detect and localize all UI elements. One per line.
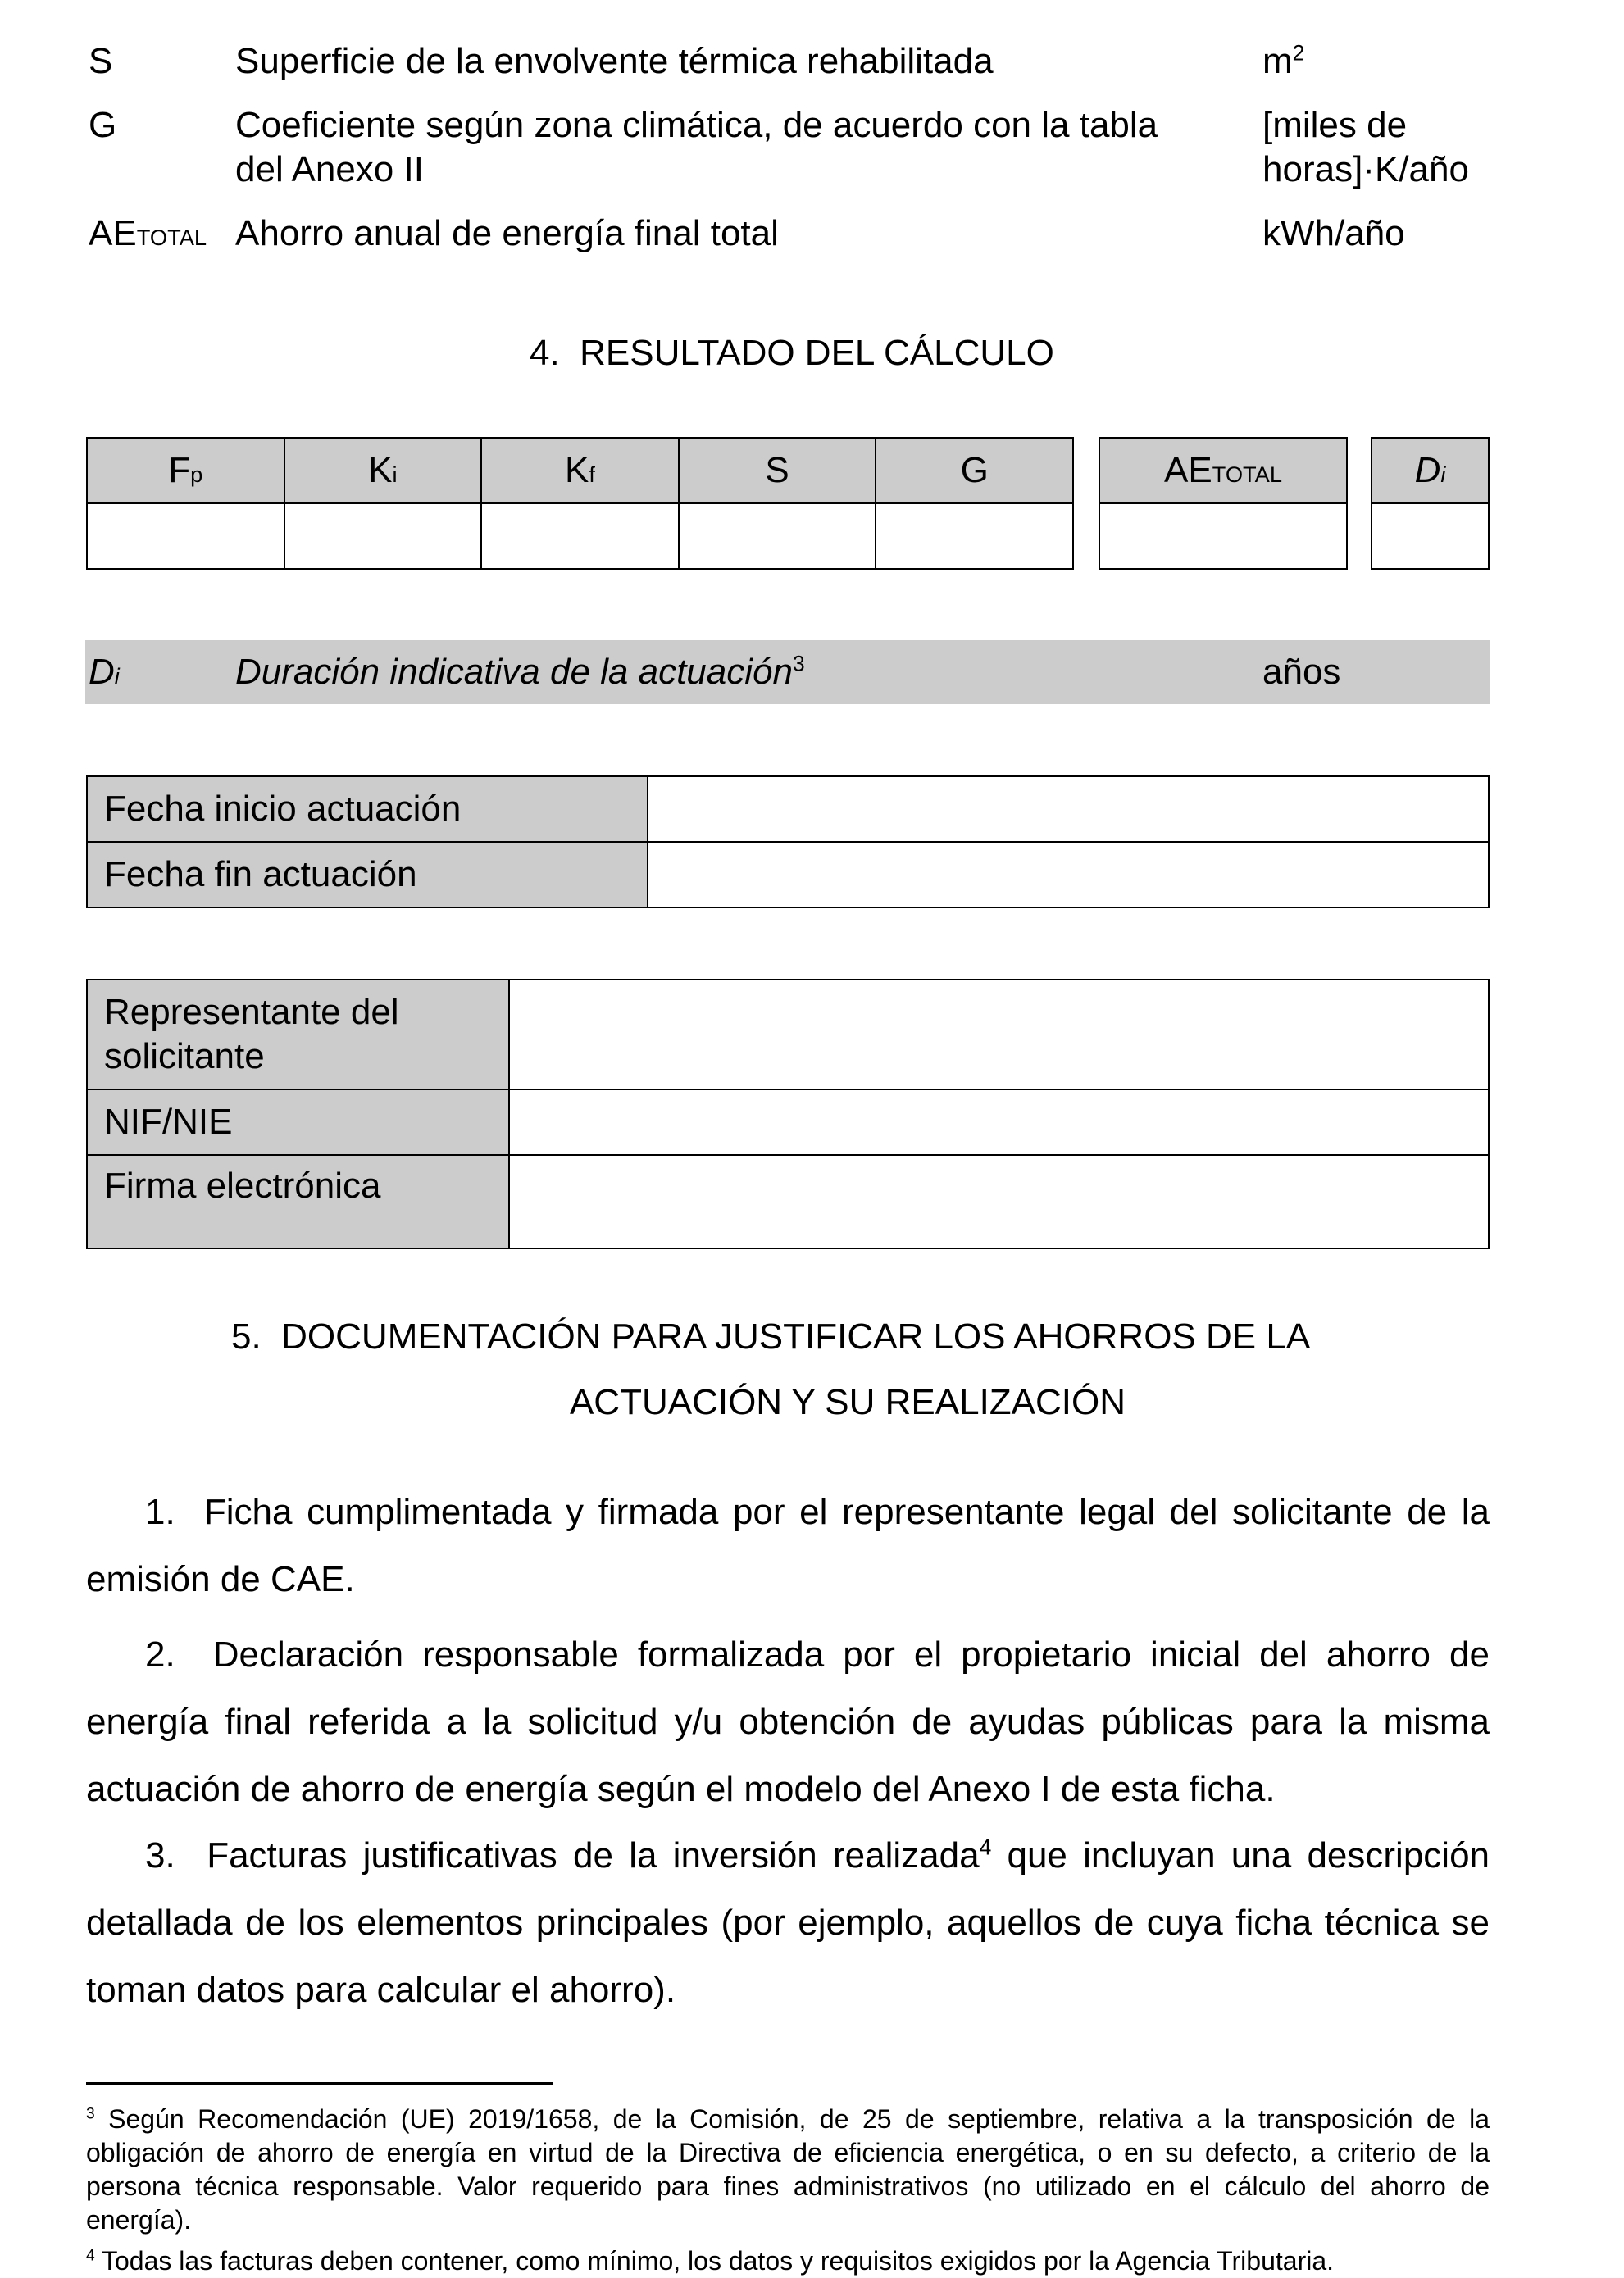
header-main: G [960,450,989,490]
section-number: 4. [530,333,560,373]
section-heading [231,1315,1310,1359]
header-main: F [168,450,191,490]
value-di-cell[interactable] [1372,503,1489,569]
header-sub: i [1440,462,1446,487]
item-text: que incluyan una descripción detallada de los elementos principales (por ejemplo, aquellos de cuya ficha técnica se toman datos para calcular el ahorro). [86,1835,1490,2010]
nif-label: NIF/NIE [87,1089,509,1155]
footnote-number: 4 [86,2247,95,2265]
representative-label [87,980,509,1089]
footnote-separator [86,2082,553,2085]
duration-row [85,640,1490,704]
definition-description: Coeficiente según zona climática, de acuerdo con la tabla [235,105,1158,145]
duration-description [235,650,805,694]
definition-description: Ahorro anual de energía final total [235,213,779,253]
representative-field[interactable] [509,980,1489,1089]
header-sub: p [190,462,203,487]
item-text: Facturas justificativas de la inversión realizada [207,1835,980,1876]
header-main: K [565,450,589,490]
duration-symbol [89,650,120,698]
footnote-ref: 4 [979,1835,992,1860]
symbol-main: D [89,652,115,692]
label-line: Representante del [104,992,399,1032]
nif-field[interactable] [509,1089,1489,1155]
footnote-number: 3 [86,2105,95,2123]
label-line: solicitante [104,1036,265,1076]
date-end-label: Fecha fin actuación [87,842,648,907]
definition-symbol [89,211,207,260]
signature-label: Firma electrónica [87,1155,509,1248]
value-s-cell[interactable] [679,503,876,569]
list-item [86,1621,1490,1823]
item-number: 1. [145,1492,175,1532]
section-heading [530,331,1054,375]
definition-unit: [miles de [1262,105,1408,145]
item-text: Ficha cumplimentada y firmada por el representante legal del solicitante de la emisión de CAE. [86,1492,1490,1599]
value-ae-total-cell[interactable] [1099,503,1347,569]
dates-table [86,775,1490,908]
section-number: 5. [231,1316,262,1357]
item-text: Declaración responsable formalizada por el propietario inicial del ahorro de energía final referida a la solicitud y/u obtención de ayudas públicas para la misma actuación de ahorro de energía según el modelo del Anexo I de esta ficha. [86,1635,1490,1809]
header-sub: i [392,462,398,487]
unit-superscript: 2 [1292,40,1305,66]
definition-description-cont: del Anexo II [235,149,424,189]
header-ae-total [1099,438,1347,503]
value-kf-cell[interactable] [481,503,679,569]
section-heading-cont: ACTUACIÓN Y SU REALIZACIÓN [569,1382,1126,1422]
date-start-label: Fecha inicio actuación [87,776,648,842]
item-number: 2. [145,1635,175,1675]
section-title: DOCUMENTACIÓN PARA JUSTIFICAR LOS AHORROS DE LA [281,1316,1311,1357]
value-g-cell[interactable] [876,503,1073,569]
date-start-field[interactable] [648,776,1489,842]
signature-field[interactable] [509,1155,1489,1248]
footnote-text: Todas las facturas deben contener, como mínimo, los datos y requisitos exigidos por la Agencia Tributaria. [101,2246,1335,2276]
footnote-ref: 3 [792,651,805,676]
header-kf [481,438,679,503]
value-fp-cell[interactable] [87,503,284,569]
definition-unit-cont: horas]·K/año [1262,149,1469,189]
list-item [86,1479,1490,1613]
value-ki-cell[interactable] [284,503,482,569]
definition-unit: kWh/año [1262,213,1405,253]
unit-text: m [1262,41,1293,81]
header-main: S [765,450,789,490]
ae-total-table [1099,437,1348,570]
description-text: Duración indicativa de la actuación [235,652,793,692]
item-number: 3. [145,1835,175,1876]
symbol-main: AE [89,213,137,253]
section-title: RESULTADO DEL CÁLCULO [580,333,1054,373]
result-table [86,437,1074,570]
header-fp [87,438,284,503]
header-main: AE [1163,450,1212,490]
di-table [1371,437,1490,570]
representative-table [86,979,1490,1249]
header-g [876,438,1073,503]
header-sub: TOTAL [1212,462,1283,487]
header-sub: f [589,462,595,487]
date-end-field[interactable] [648,842,1489,907]
definition-symbol: G [89,105,117,145]
definition-unit [1262,39,1304,84]
header-ki [284,438,482,503]
symbol-sub: TOTAL [136,225,207,250]
header-di [1372,438,1489,503]
symbol-sub: i [114,663,120,689]
duration-unit: años [1262,652,1341,692]
definition-description: Superficie de la envolvente térmica rehabilitada [235,41,994,81]
footnote [86,2103,1490,2237]
footnote-text: Según Recomendación (UE) 2019/1658, de la Comisión, de 25 de septiembre, relativa a la transposición de la obligación de ahorro de energía en virtud de la Directiva de eficiencia energética, o en su defecto, a criterio de la persona técnica responsable. Valor requerido para fines administrativos (no utilizado en el cálculo del ahorro de energía). [86,2104,1490,2235]
list-item [86,1822,1490,2024]
header-s [679,438,876,503]
definition-symbol: S [89,41,113,81]
header-main: K [368,450,393,490]
header-main: D [1414,450,1441,490]
footnote [86,2244,1490,2278]
